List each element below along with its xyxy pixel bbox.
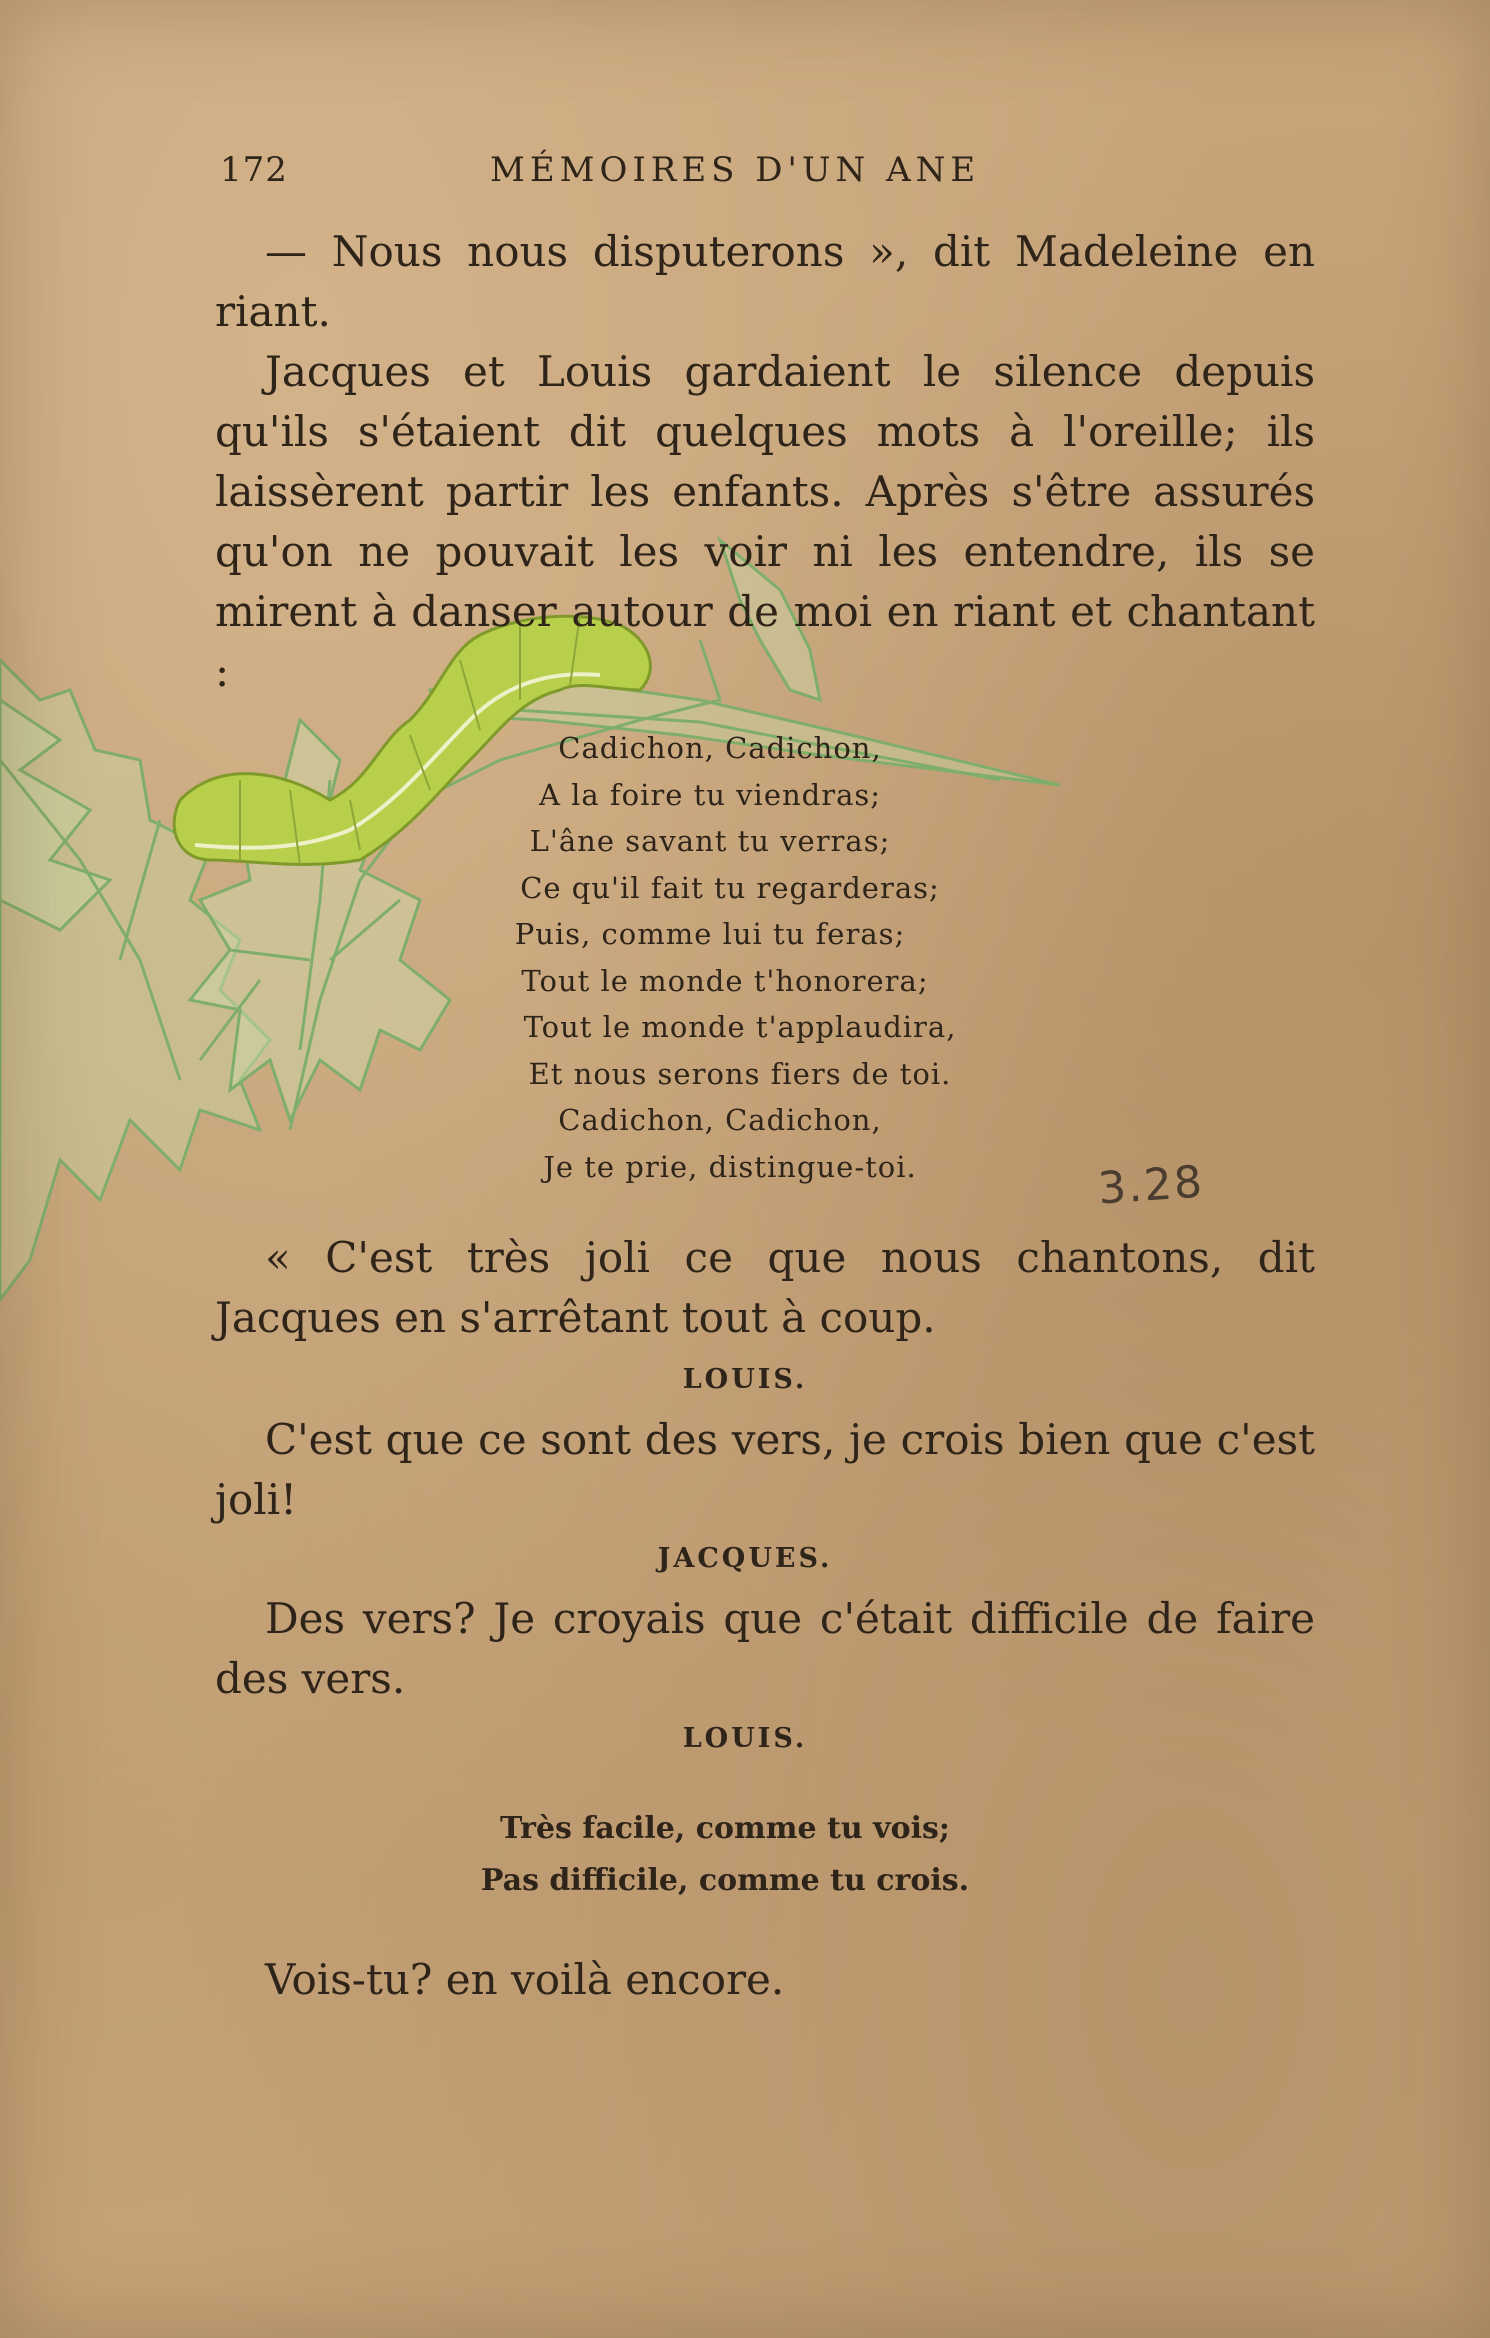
page-header bbox=[220, 150, 1330, 200]
verse-line: Je te prie, distingue-toi. bbox=[543, 1149, 917, 1184]
running-title: MÉMOIRES D'UN ANE bbox=[490, 150, 981, 190]
closing-line bbox=[215, 1950, 1315, 2010]
verse-line: L'âne savant tu verras; bbox=[529, 824, 891, 858]
verse-line: Cadichon, Cadichon, bbox=[558, 1103, 882, 1137]
verse-line: Et nous serons fiers de toi. bbox=[528, 1056, 952, 1091]
verse-line: Tout le monde t'applaudira, bbox=[523, 1010, 957, 1044]
verse-line: Tout le monde t'honorera; bbox=[521, 963, 929, 998]
dialogue-line bbox=[215, 1589, 1315, 1709]
paragraph: — Nous nous disputerons », dit Madeleine en riant. bbox=[215, 227, 1315, 336]
dialogue-text: C'est que ce sont des vers, je crois bien que c'est joli! bbox=[215, 1415, 1315, 1524]
couplet-line: Pas difficile, comme tu crois. bbox=[480, 1863, 970, 1898]
after-song-paragraph bbox=[215, 1228, 1315, 1348]
handwritten-annotation: 3.28 bbox=[1096, 1156, 1206, 1215]
paragraph: Jacques et Louis gardaient le silence depuis qu'ils s'étaient dit quelques mots à l'oreille; ils laissèrent partir les enfants. Après s'être assurés qu'on ne pouvait les voir ni les entendre, ils se mirent à danser autour de moi en riant et chantant : bbox=[215, 347, 1315, 696]
verse-line: A la foire tu viendras; bbox=[538, 777, 882, 812]
couplet bbox=[0, 1803, 1450, 1907]
verse-line: Cadichon, Cadichon, bbox=[558, 731, 882, 765]
song-verse bbox=[0, 725, 1420, 1190]
page-number: 172 bbox=[220, 150, 288, 190]
opening-paragraphs bbox=[215, 222, 1315, 702]
paragraph: « C'est très joli ce que nous chantons, dit Jacques en s'arrêtant tout à coup. bbox=[215, 1233, 1315, 1342]
dialogue-line bbox=[215, 1410, 1315, 1530]
verse-line: Ce qu'il fait tu regarderas; bbox=[520, 870, 940, 905]
speaker-label: JACQUES. bbox=[657, 1543, 833, 1574]
speaker-label: LOUIS. bbox=[682, 1364, 808, 1395]
couplet-line: Très facile, comme tu vois; bbox=[500, 1811, 950, 1846]
paragraph: Vois-tu? en voilà encore. bbox=[265, 1955, 785, 2004]
speaker-label: LOUIS. bbox=[682, 1723, 808, 1754]
dialogue-text: Des vers? Je croyais que c'était difficile de faire des vers. bbox=[215, 1594, 1315, 1703]
verse-line: Puis, comme lui tu feras; bbox=[514, 917, 906, 951]
